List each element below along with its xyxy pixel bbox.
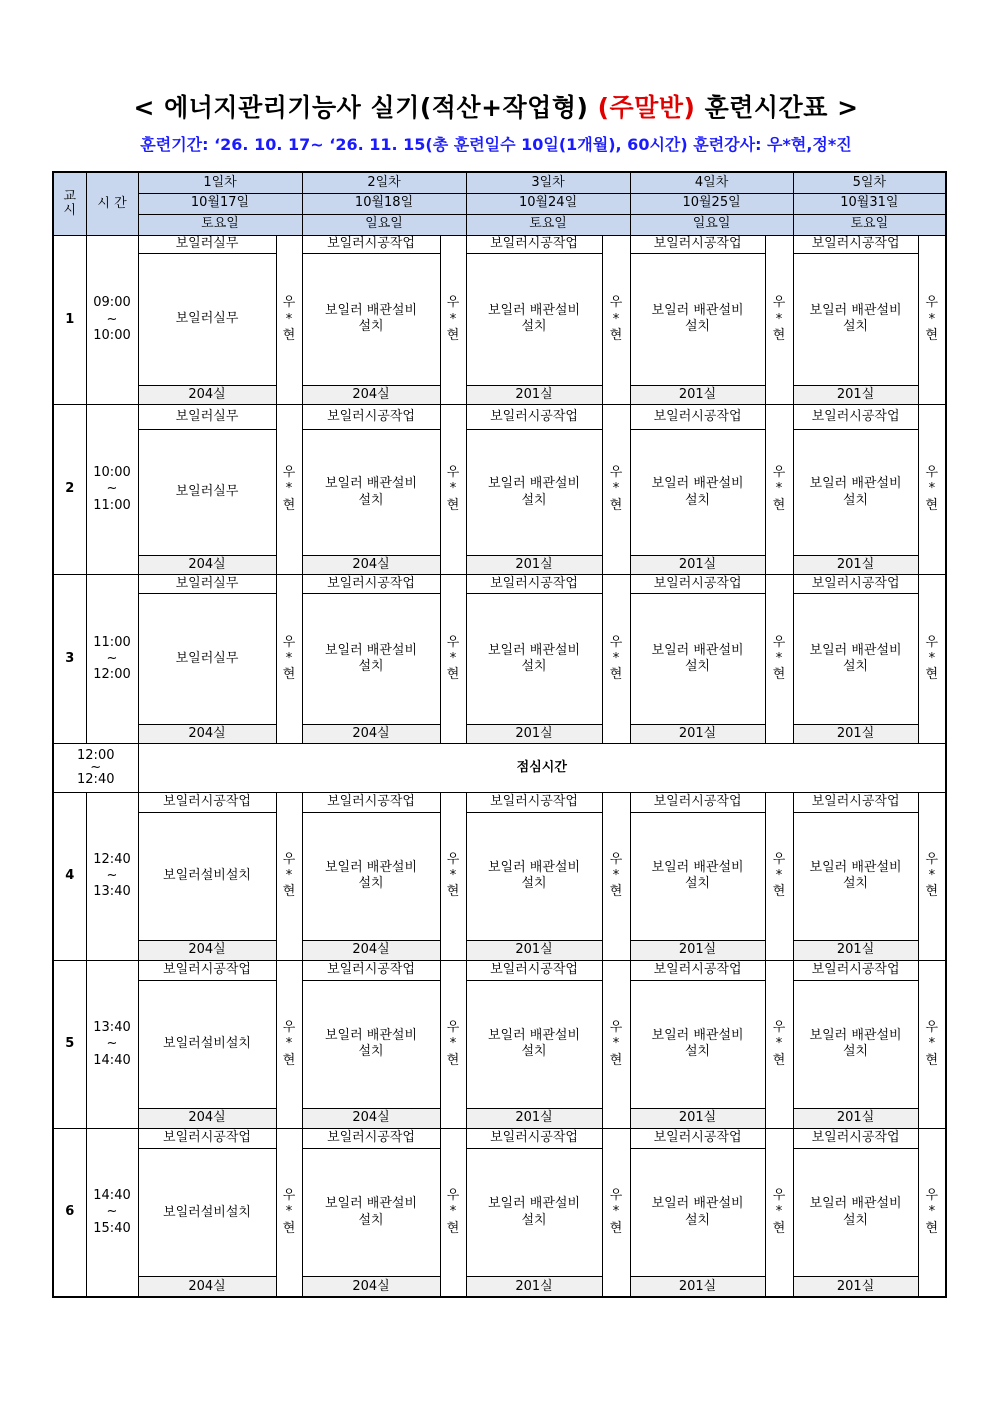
content-cell: 보일러 배관설비 설치 <box>302 594 440 725</box>
room-cell: 204실 <box>138 1277 276 1297</box>
content-cell: 보일러 배관설비 설치 <box>630 429 765 555</box>
lunch-start: 12:00 <box>77 747 115 763</box>
time-end: 12:00 <box>93 667 131 683</box>
instructor-cell: 우 * 현 <box>918 792 946 960</box>
title-suffix: 훈련시간표 > <box>695 93 859 122</box>
day-label: 1일차 <box>138 172 302 193</box>
time-end: 11:00 <box>93 497 131 513</box>
weekday-label: 토요일 <box>138 214 302 235</box>
room-cell: 201실 <box>793 940 918 960</box>
content-cell: 보일러 배관설비 설치 <box>302 429 440 555</box>
page-title <box>0 88 992 124</box>
content-cell: 보일러 배관설비 설치 <box>630 1149 765 1277</box>
weekday-label: 토요일 <box>793 214 946 235</box>
date-label: 10월17일 <box>138 193 302 214</box>
time-end: 13:40 <box>93 884 131 900</box>
content-cell: 보일러 배관설비 설치 <box>630 253 765 385</box>
time-end: 15:40 <box>93 1220 131 1236</box>
content-cell: 보일러설비설치 <box>138 1149 276 1277</box>
date-label: 10월25일 <box>630 193 793 214</box>
content-cell: 보일러설비설치 <box>138 980 276 1108</box>
content-cell: 보일러 배관설비 설치 <box>793 1149 918 1277</box>
subject-cell: 보일러시공작업 <box>630 960 765 980</box>
content-cell: 보일러 배관설비 설치 <box>302 812 440 940</box>
subject-cell: 보일러시공작업 <box>466 575 602 594</box>
time-start: 11:00 <box>93 634 131 650</box>
room-cell: 204실 <box>302 725 440 744</box>
subject-cell: 보일러시공작업 <box>630 575 765 594</box>
day-label: 3일차 <box>466 172 630 193</box>
content-cell: 보일러 배관설비 설치 <box>630 980 765 1108</box>
subject-cell: 보일러시공작업 <box>630 792 765 812</box>
content-cell: 보일러 배관설비 설치 <box>466 594 602 725</box>
time-sep: ~ <box>106 481 118 497</box>
content-cell: 보일러설비설치 <box>138 812 276 940</box>
content-cell: 보일러실무 <box>138 253 276 385</box>
instructor-cell: 우 * 현 <box>765 1129 793 1297</box>
period-time <box>86 404 138 574</box>
room-cell: 204실 <box>138 385 276 404</box>
room-cell: 204실 <box>302 1109 440 1129</box>
room-cell: 201실 <box>793 1109 918 1129</box>
room-cell: 201실 <box>466 556 602 575</box>
instructor-cell: 우 * 현 <box>765 575 793 744</box>
period-header: 교 시 <box>53 172 86 235</box>
period-number: 4 <box>53 792 86 960</box>
instructor-cell: 우 * 현 <box>918 575 946 744</box>
content-cell: 보일러 배관설비 설치 <box>466 1149 602 1277</box>
content-cell: 보일러 배관설비 설치 <box>302 1149 440 1277</box>
room-cell: 201실 <box>630 940 765 960</box>
time-start: 13:40 <box>93 1020 131 1036</box>
period-number: 3 <box>53 575 86 744</box>
room-cell: 204실 <box>302 940 440 960</box>
room-cell: 201실 <box>630 385 765 404</box>
room-cell: 204실 <box>302 556 440 575</box>
time-start: 12:40 <box>93 851 131 867</box>
date-label: 10월18일 <box>302 193 466 214</box>
timetable <box>52 171 947 1298</box>
content-cell: 보일러 배관설비 설치 <box>793 429 918 555</box>
instructor-cell: 우 * 현 <box>276 1129 302 1297</box>
time-start: 14:40 <box>93 1188 131 1204</box>
subject-cell: 보일러시공작업 <box>302 960 440 980</box>
content-cell: 보일러 배관설비 설치 <box>630 812 765 940</box>
instructor-cell: 우 * 현 <box>602 960 630 1128</box>
subject-cell: 보일러시공작업 <box>793 1129 918 1149</box>
instructor-cell: 우 * 현 <box>276 960 302 1128</box>
time-sep: ~ <box>106 1204 118 1220</box>
period-number: 1 <box>53 235 86 404</box>
subject-cell: 보일러시공작업 <box>793 960 918 980</box>
room-cell: 204실 <box>302 1277 440 1297</box>
lunch-time <box>53 744 138 792</box>
subject-cell: 보일러시공작업 <box>630 235 765 253</box>
room-cell: 201실 <box>466 385 602 404</box>
subject-cell: 보일러시공작업 <box>466 235 602 253</box>
room-cell: 204실 <box>138 725 276 744</box>
date-label: 10월31일 <box>793 193 946 214</box>
content-cell: 보일러 배관설비 설치 <box>630 594 765 725</box>
weekday-label: 일요일 <box>302 214 466 235</box>
time-sep: ~ <box>106 651 118 667</box>
instructor-cell: 우 * 현 <box>765 792 793 960</box>
time-start: 09:00 <box>93 295 131 311</box>
instructor-cell: 우 * 현 <box>440 1129 466 1297</box>
day-label: 5일차 <box>793 172 946 193</box>
instructor-cell: 우 * 현 <box>918 1129 946 1297</box>
room-cell: 201실 <box>630 1109 765 1129</box>
subject-cell: 보일러시공작업 <box>138 960 276 980</box>
content-cell: 보일러 배관설비 설치 <box>793 980 918 1108</box>
subject-cell: 보일러시공작업 <box>793 235 918 253</box>
time-sep: ~ <box>106 1036 118 1052</box>
subject-cell: 보일러시공작업 <box>302 1129 440 1149</box>
period-number: 6 <box>53 1129 86 1297</box>
instructor-cell: 우 * 현 <box>440 575 466 744</box>
period-time <box>86 235 138 404</box>
instructor-cell: 우 * 현 <box>602 1129 630 1297</box>
subject-cell: 보일러시공작업 <box>630 404 765 429</box>
content-cell: 보일러실무 <box>138 594 276 725</box>
room-cell: 201실 <box>466 1109 602 1129</box>
content-cell: 보일러 배관설비 설치 <box>793 812 918 940</box>
subject-cell: 보일러시공작업 <box>466 404 602 429</box>
instructor-cell: 우 * 현 <box>765 404 793 574</box>
subject-cell: 보일러시공작업 <box>302 575 440 594</box>
content-cell: 보일러 배관설비 설치 <box>466 253 602 385</box>
content-cell: 보일러 배관설비 설치 <box>793 594 918 725</box>
subject-cell: 보일러시공작업 <box>793 792 918 812</box>
instructor-cell: 우 * 현 <box>918 235 946 404</box>
instructor-cell: 우 * 현 <box>602 575 630 744</box>
instructor-cell: 우 * 현 <box>440 792 466 960</box>
lunch-sep: ~ <box>90 760 102 776</box>
instructor-cell: 우 * 현 <box>602 235 630 404</box>
subject-cell: 보일러시공작업 <box>138 792 276 812</box>
subject-cell: 보일러시공작업 <box>466 1129 602 1149</box>
room-cell: 201실 <box>466 725 602 744</box>
instructor-cell: 우 * 현 <box>918 960 946 1128</box>
weekday-label: 일요일 <box>630 214 793 235</box>
period-time <box>86 792 138 960</box>
room-cell: 201실 <box>793 385 918 404</box>
instructor-cell: 우 * 현 <box>765 960 793 1128</box>
content-cell: 보일러 배관설비 설치 <box>793 253 918 385</box>
instructor-cell: 우 * 현 <box>602 792 630 960</box>
room-cell: 201실 <box>793 556 918 575</box>
time-end: 14:40 <box>93 1052 131 1068</box>
instructor-cell: 우 * 현 <box>440 960 466 1128</box>
content-cell: 보일러실무 <box>138 429 276 555</box>
instructor-cell: 우 * 현 <box>765 235 793 404</box>
subject-cell: 보일러시공작업 <box>793 404 918 429</box>
subject-cell: 보일러시공작업 <box>302 404 440 429</box>
title-highlight: (주말반) <box>597 93 696 122</box>
period-number: 2 <box>53 404 86 574</box>
time-end: 10:00 <box>93 327 131 343</box>
content-cell: 보일러 배관설비 설치 <box>302 980 440 1108</box>
weekday-label: 토요일 <box>466 214 630 235</box>
subject-cell: 보일러시공작업 <box>138 1129 276 1149</box>
room-cell: 201실 <box>793 1277 918 1297</box>
time-sep: ~ <box>106 868 118 884</box>
period-time <box>86 1129 138 1297</box>
subject-cell: 보일러실무 <box>138 404 276 429</box>
subject-cell: 보일러실무 <box>138 235 276 253</box>
lunch-end: 12:40 <box>77 771 115 787</box>
room-cell: 201실 <box>466 940 602 960</box>
room-cell: 201실 <box>793 725 918 744</box>
training-period-info: 훈련기간: ‘26. 10. 17~ ‘26. 11. 15(총 훈련일수 10일(1개월), 60시간) 훈련강사: 우*현,정*진 <box>140 135 852 154</box>
subject-cell: 보일러시공작업 <box>466 960 602 980</box>
room-cell: 204실 <box>138 940 276 960</box>
title-prefix: < 에너지관리기능사 실기(적산+작업형) <box>133 93 598 122</box>
content-cell: 보일러 배관설비 설치 <box>466 980 602 1108</box>
period-time <box>86 575 138 744</box>
instructor-cell: 우 * 현 <box>276 404 302 574</box>
room-cell: 201실 <box>630 725 765 744</box>
room-cell: 204실 <box>302 385 440 404</box>
period-number: 5 <box>53 960 86 1128</box>
content-cell: 보일러 배관설비 설치 <box>466 429 602 555</box>
day-label: 2일차 <box>302 172 466 193</box>
instructor-cell: 우 * 현 <box>440 235 466 404</box>
room-cell: 204실 <box>138 556 276 575</box>
subject-cell: 보일러시공작업 <box>302 792 440 812</box>
lunch-label: 점심시간 <box>138 744 946 792</box>
subject-cell: 보일러실무 <box>138 575 276 594</box>
content-cell: 보일러 배관설비 설치 <box>302 253 440 385</box>
time-start: 10:00 <box>93 465 131 481</box>
time-sep: ~ <box>106 311 118 327</box>
room-cell: 201실 <box>466 1277 602 1297</box>
room-cell: 201실 <box>630 1277 765 1297</box>
subject-cell: 보일러시공작업 <box>793 575 918 594</box>
instructor-cell: 우 * 현 <box>276 792 302 960</box>
day-label: 4일차 <box>630 172 793 193</box>
instructor-cell: 우 * 현 <box>276 575 302 744</box>
time-header: 시 간 <box>86 172 138 235</box>
room-cell: 204실 <box>138 1109 276 1129</box>
instructor-cell: 우 * 현 <box>918 404 946 574</box>
content-cell: 보일러 배관설비 설치 <box>466 812 602 940</box>
instructor-cell: 우 * 현 <box>276 235 302 404</box>
date-label: 10월24일 <box>466 193 630 214</box>
period-time <box>86 960 138 1128</box>
instructor-cell: 우 * 현 <box>440 404 466 574</box>
subject-cell: 보일러시공작업 <box>630 1129 765 1149</box>
instructor-cell: 우 * 현 <box>602 404 630 574</box>
subject-cell: 보일러시공작업 <box>302 235 440 253</box>
room-cell: 201실 <box>630 556 765 575</box>
subject-cell: 보일러시공작업 <box>466 792 602 812</box>
